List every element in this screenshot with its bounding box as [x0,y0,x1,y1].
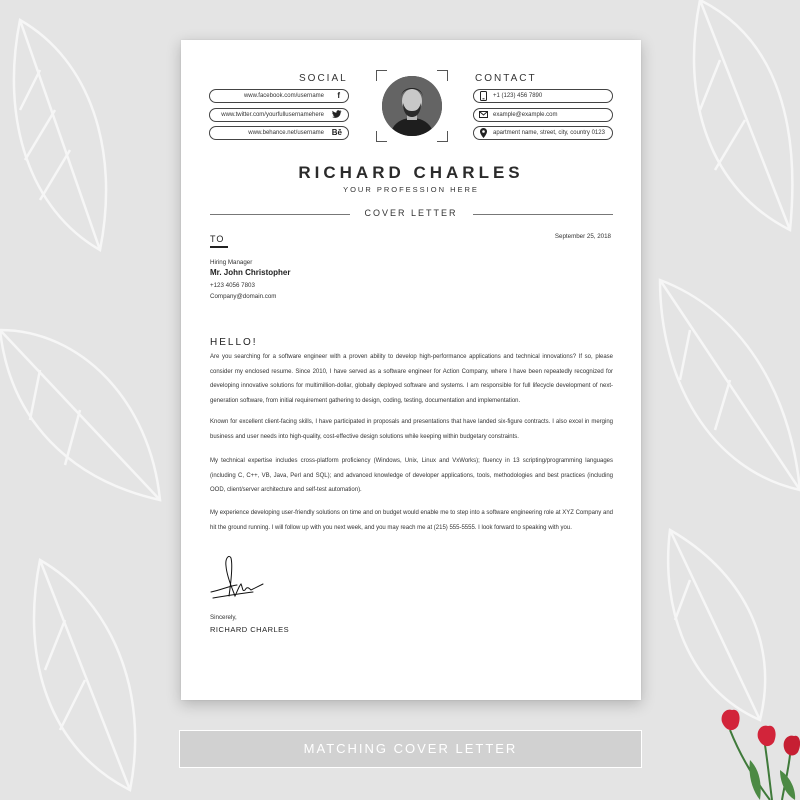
to-underline [210,246,228,248]
letter-date: September 25, 2018 [554,233,611,240]
profile-photo-frame [376,70,448,142]
social-title: SOCIAL [299,73,348,84]
matching-cover-letter-banner: MATCHING COVER LETTER [179,730,642,768]
behance-link[interactable]: www.behance.net/username [248,130,324,136]
recipient-name: Mr. John Christopher [210,268,291,277]
section-title: COVER LETTER [364,208,458,218]
facebook-link[interactable]: www.facebook.com/username [243,93,324,99]
phone-pill[interactable] [473,89,613,103]
twitter-pill[interactable] [209,108,349,122]
greeting: HELLO! [210,337,258,348]
recipient-email: Company@domain.com [210,293,277,300]
contact-title: CONTACT [475,73,537,84]
frame-corner-tr [437,70,448,81]
address-text[interactable]: apartment name, street, city, country 0123 [493,130,605,136]
paragraph-2: Known for excellent client-facing skills, I have participated in proposals and presentations that have landed six-figure contracts. I also excel in merging business and user needs into high-quality, cost-effective design solutions while keeping within budgetary constraints. [210,419,613,440]
signature-name: RICHARD CHARLES [210,625,290,634]
to-label: TO [210,234,225,244]
applicant-name: RICHARD CHARLES [298,163,524,182]
paragraph-4: My experience developing user-friendly solutions on time and on budget would enable me to step into a software engineering role at XYZ Company and hit the ground running. I will follow up with you next week, and you may reach me at (215) 555-5555. I look forward to speaking with you. [210,510,613,531]
email-address[interactable]: example@example.com [493,112,558,118]
cover-letter-page [181,40,641,700]
frame-corner-br [437,131,448,142]
paragraph-3: My technical expertise includes cross-platform proficiency (Windows, Unix, Linux and VxWorks); fluency in 13 scripting/programming languages (including C, C++, VB, Java, Perl and SQL); and advanced knowledge of developer applications, tools, methodologies and best practices (including OOD, client/server architecture and self-test automation). [210,458,613,493]
phone-icon [480,91,487,104]
twitter-icon [332,110,342,122]
divider-right [473,214,613,215]
frame-corner-tl [376,70,387,81]
handwritten-signature [207,552,269,604]
tulips-decoration [700,700,800,800]
email-pill[interactable] [473,108,613,122]
recipient-role: Hiring Manager [210,259,253,266]
recipient-phone: +123 4056 7803 [210,282,255,289]
paragraph-1: Are you searching for a software engineer with a proven ability to develop high-performance applications and technical innovations? If so, please consider my enclosed resume. Since 2010, I have served as a software engineer for Action Company, where I have been repeatedly recognized for developing innovative solutions for multimillion-dollar, globally deployed software and systems. I am responsible for full lifecycle development of next-generation software, from initial requirement gathering to design, coding, testing, documentation and implementation. [210,354,613,404]
frame-corner-bl [376,131,387,142]
closing: Sincerely, [210,614,237,621]
address-pill[interactable] [473,126,613,140]
applicant-profession: YOUR PROFESSION HERE [343,185,479,194]
facebook-icon: f [337,91,340,100]
behance-icon: Bē [331,128,342,137]
twitter-link[interactable]: www.twitter.com/yourfullusernamehere [221,112,324,118]
behance-pill[interactable] [209,126,349,140]
facebook-pill[interactable] [209,89,349,103]
phone-number[interactable]: +1 (123) 456 7890 [493,93,543,99]
mail-icon [479,111,488,121]
location-icon [480,128,487,141]
avatar [382,76,442,136]
